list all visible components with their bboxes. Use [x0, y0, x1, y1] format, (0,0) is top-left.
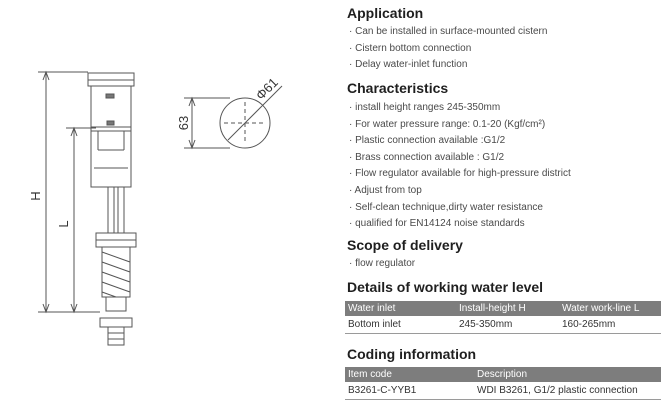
- list-item: · Plastic connection available :G1/2: [349, 135, 506, 147]
- scope-list: [349, 256, 415, 273]
- list-item: · qualified for EN14124 noise standards: [349, 218, 525, 230]
- table-row: [345, 316, 661, 334]
- table-cell: B3261-C-YYB1: [345, 382, 474, 400]
- application-list: [349, 24, 547, 74]
- table-header: Water work-line L: [559, 301, 661, 316]
- table-header: Description: [474, 367, 661, 382]
- table-cell: WDI B3261, G1/2 plastic connection: [474, 382, 661, 400]
- application-heading: Application: [347, 5, 424, 21]
- list-item: · For water pressure range: 0.1-20 (Kgf/cm²): [349, 118, 546, 130]
- list-item: · install height ranges 245-350mm: [349, 102, 501, 113]
- list-item: · flow regulator: [349, 258, 416, 269]
- working-level-table: [345, 301, 661, 334]
- dimension-diameter-label: Φ61: [252, 74, 281, 103]
- table-cell: 160-265mm: [559, 316, 661, 334]
- characteristics-heading: Characteristics: [347, 80, 449, 96]
- coding-heading: Coding information: [347, 346, 477, 362]
- scope-heading: Scope of delivery: [347, 237, 463, 253]
- list-item: · Adjust from top: [349, 184, 422, 196]
- characteristics-list: [349, 100, 571, 233]
- valve-drawing: [88, 73, 136, 345]
- list-item: · Brass connection available : G1/2: [349, 151, 505, 163]
- table-cell: Bottom inlet: [345, 316, 456, 334]
- table-header: Item code: [345, 367, 474, 382]
- list-item: · Self-clean technique,dirty water resistance: [349, 201, 543, 213]
- list-item: · Cistern bottom connection: [349, 42, 472, 54]
- table-cell: 245-350mm: [456, 316, 559, 334]
- coding-table: [345, 367, 661, 400]
- dimension-h-label: H: [28, 191, 43, 201]
- technical-drawing: [0, 0, 330, 400]
- list-item: · Delay water-inlet function: [349, 59, 468, 71]
- table-header: Install-height H: [456, 301, 559, 316]
- dimension-63-label: 63: [176, 115, 191, 131]
- dimension-l-label: L: [56, 220, 71, 228]
- table-row: [345, 382, 661, 400]
- list-item: · Flow regulator available for high-pressure district: [349, 168, 571, 180]
- list-item: · Can be installed in surface-mounted cistern: [349, 26, 548, 37]
- spec-panel: [345, 0, 663, 400]
- working-level-heading: Details of working water level: [347, 279, 544, 295]
- table-header: Water inlet: [345, 301, 456, 316]
